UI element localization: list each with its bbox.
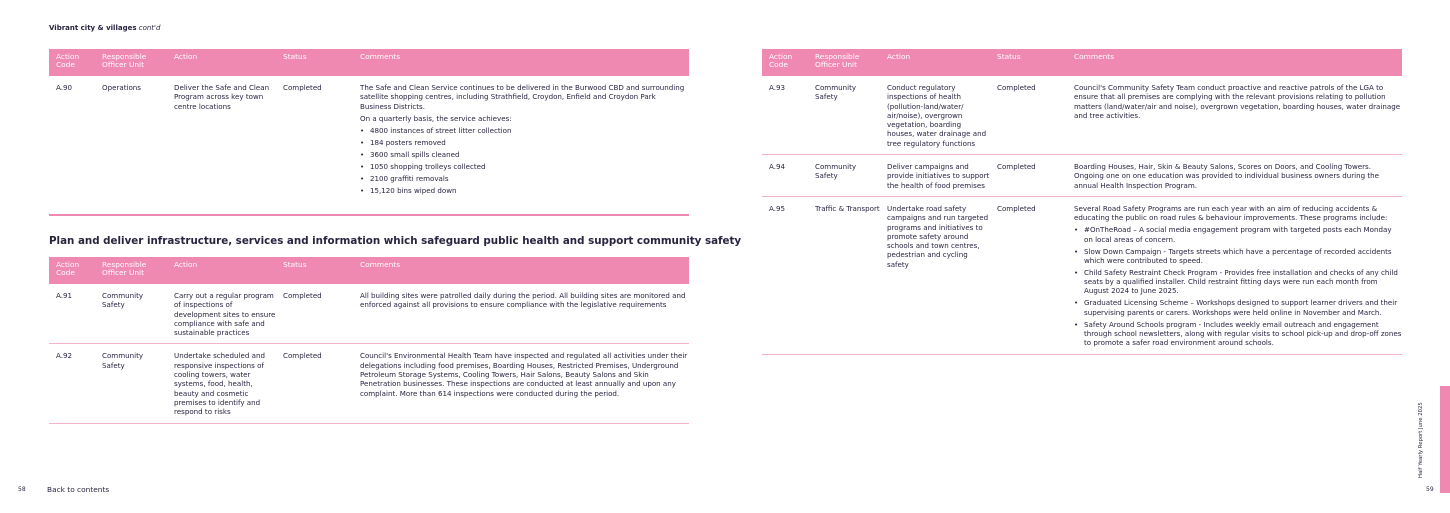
right-page: [725, 0, 1450, 513]
header-code: Action Code: [762, 49, 808, 76]
action-text: Conduct regulatory inspections of health (pollution-land/water/ air/noise), overgrown vegetation, boarding houses, water drainage and tree regulatory functions: [880, 76, 990, 155]
officer-unit: Community Safety: [95, 344, 167, 423]
page-number: 58: [18, 486, 26, 493]
header-code: Action Code: [49, 257, 95, 284]
comments: Boarding Houses, Hair, Skin & Beauty Salons, Scores on Doors, and Cooling Towers. Ongoing one on one education was provided to individual business owners during the annual Health Inspection Program.: [1067, 155, 1402, 197]
status: Completed: [276, 284, 353, 344]
comments: All building sites were patrolled daily during the period. All building sites are monitored and enforced against all provisions to ensure compliance with the legislative requirements: [353, 284, 689, 344]
header-status: Status: [276, 49, 353, 76]
bullet-list: [1074, 225, 1402, 347]
header-comments: Comments: [353, 49, 689, 76]
section-heading: Plan and deliver infrastructure, services and information which safeguard public health and support community safety: [49, 235, 742, 247]
table-header: [762, 49, 1402, 76]
table-header: [49, 49, 689, 76]
status: Completed: [990, 76, 1067, 155]
table-row: [762, 155, 1402, 197]
header-comments: Comments: [353, 257, 689, 284]
table-row: [762, 76, 1402, 155]
header-unit: Responsible Officer Unit: [808, 49, 880, 76]
header-comments: Comments: [1067, 49, 1402, 76]
status: Completed: [283, 83, 322, 92]
list-item: • 1050 shopping trolleys collected: [360, 162, 689, 171]
comments: Council's Environmental Health Team have inspected and regulated all activities under their delegations including food premises, Boarding Houses, Restricted Premises, Underground Petroleum Storage Systems, Cooling Towers, Hair Salons, Beauty Salons and Skin Penetration businesses. These inspections are conducted at least annually and upon any complaint. More than 614 inspections were conducted during the period.: [353, 344, 689, 423]
officer-unit: Community Safety: [808, 76, 880, 155]
list-item: • Safety Around Schools program - Includes weekly email outreach and engagement through school newsletters, along with regular visits to school pick-up and drop-off zones to promote a safer road environment around schools.: [1074, 320, 1402, 348]
officer-unit: Traffic & Transport: [808, 196, 880, 354]
comments: [353, 76, 689, 201]
action-code: A.92: [49, 344, 95, 423]
comment-text: Several Road Safety Programs are run each year with an aim of reducing accidents & educating the public on road rules & behaviour improvements. These programs include:: [1074, 203, 1388, 223]
section-divider: [49, 214, 689, 216]
status: Completed: [990, 196, 1067, 354]
action-text: Undertake scheduled and responsive inspections of cooling towers, water systems, food, health, beauty and cosmetic premises to identify and respond to risks: [167, 344, 276, 423]
header-unit: Responsible Officer Unit: [95, 257, 167, 284]
table-row: [49, 284, 689, 344]
header-code: Action Code: [49, 49, 95, 76]
action-text: Deliver the Safe and Clean Program across key town centre locations: [174, 83, 270, 111]
status: Completed: [990, 155, 1067, 197]
action-text: Deliver campaigns and provide initiatives to support the health of food premises: [880, 155, 990, 197]
bullet-list: [360, 126, 689, 195]
comment-text: The Safe and Clean Service continues to be delivered in the Burwood CBD and surrounding satellite shopping centres, including Strathfield, Croydon, Enfield and Croydon Park Business Districts.: [360, 83, 685, 111]
header-status: Status: [990, 49, 1067, 76]
actions-table-1: [49, 49, 689, 201]
list-item: • Graduated Licensing Scheme – Workshops designed to support learner drivers and their supervising parents or carers. Workshops were held online in November and March.: [1074, 298, 1402, 317]
back-to-contents-link[interactable]: Back to contents: [47, 485, 110, 494]
list-item: • 184 posters removed: [360, 138, 689, 147]
action-text: Undertake road safety campaigns and run targeted programs and initiatives to promote safety around schools and town centres, pedestrian and cycling safety: [880, 196, 990, 354]
list-item: • 4800 instances of street litter collection: [360, 126, 689, 135]
comments: Council's Community Safety Team conduct proactive and reactive patrols of the LGA to ensure that all premises are complying with the relevant provisions relating to pollution matters (land/water/air and noise), overgrown vegetation, boarding houses, water drainage and tree activities.: [1067, 76, 1402, 155]
list-item: • 2100 graffiti removals: [360, 174, 689, 183]
actions-table-2: [49, 257, 689, 424]
officer-unit: Community Safety: [95, 284, 167, 344]
page-number: 59: [1426, 486, 1434, 493]
action-code: A.95: [762, 196, 808, 354]
comment-text: On a quarterly basis, the service achieves:: [360, 113, 512, 123]
officer-unit: Operations: [102, 83, 141, 92]
table-header: [49, 257, 689, 284]
status: Completed: [276, 344, 353, 423]
officer-unit: Community Safety: [808, 155, 880, 197]
header-action: Action: [167, 49, 276, 76]
action-code: A.93: [762, 76, 808, 155]
comments: [1067, 196, 1402, 354]
section-label: Vibrant city & villages cont'd: [49, 24, 161, 32]
table-row: [49, 344, 689, 423]
list-item: • Slow Down Campaign - Targets streets which have a percentage of recorded accidents which were contributed to speed.: [1074, 247, 1402, 266]
header-action: Action: [167, 257, 276, 284]
actions-table-3: [762, 49, 1402, 355]
action-code: A.91: [49, 284, 95, 344]
action-text: Carry out a regular program of inspections of development sites to ensure compliance with safe and sustainable practices: [167, 284, 276, 344]
list-item: • 3600 small spills cleaned: [360, 150, 689, 159]
header-unit: Responsible Officer Unit: [95, 49, 167, 76]
header-status: Status: [276, 257, 353, 284]
action-code: A.90: [56, 83, 73, 92]
table-row: [762, 196, 1402, 354]
table-row: [49, 76, 689, 201]
list-item: • 15,120 bins wiped down: [360, 186, 689, 195]
list-item: • #OnTheRoad – A social media engagement program with targeted posts each Monday on local areas of concern.: [1074, 225, 1402, 244]
list-item: • Child Safety Restraint Check Program - Provides free installation and checks of any child seats by a qualified installer. Child restraint fitting days were run each month from August 2024 to June 2025.: [1074, 268, 1402, 296]
header-action: Action: [880, 49, 990, 76]
side-report-label: Half Yearly Report June 2025: [1418, 402, 1424, 478]
action-code: A.94: [762, 155, 808, 197]
side-tab: [1440, 386, 1450, 493]
